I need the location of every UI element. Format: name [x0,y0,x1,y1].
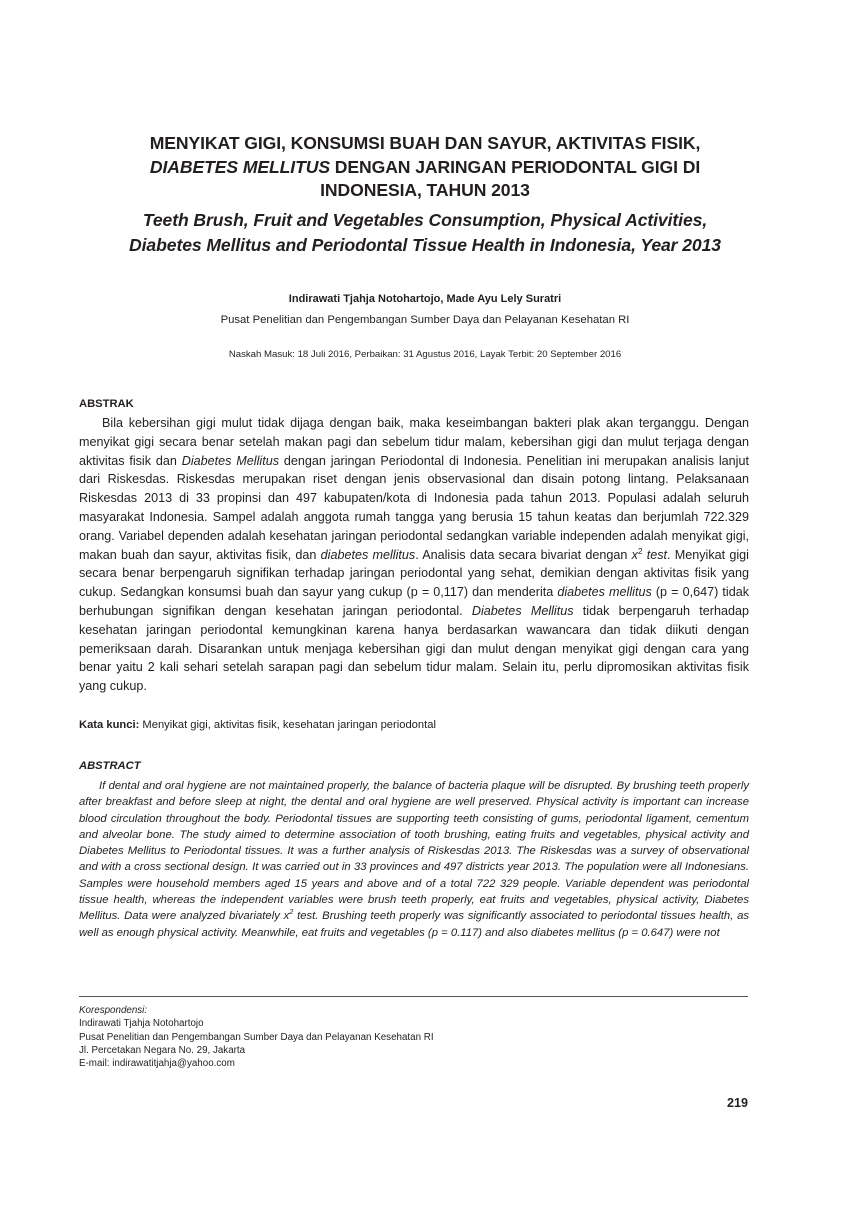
abstract-body [79,778,749,941]
abstrak-italic-term: Diabetes Mellitus [181,453,279,468]
abstrak-italic-term: diabetes mellitus [320,547,416,562]
submission-dates: Naskah Masuk: 18 Juli 2016, Perbaikan: 31 Agustus 2016, Layak Terbit: 20 September 2016 [228,349,622,360]
abstract-paragraph [79,778,749,941]
correspondence-email: E-mail: indirawatitjahja@yahoo.com [79,1058,235,1070]
abstrak-text: (p = 0,647) tidak berhubungan signifikan dengan kesehatan jaringan periodontal. [79,585,749,618]
keywords-label: Kata kunci: [79,719,140,731]
title-english [70,208,780,257]
correspondence-institution: Pusat Penelitian dan Pengembangan Sumber Daya dan Pelayanan Kesehatan RI [79,1031,434,1043]
abstract-text: If dental and oral hygiene are not maintained properly, the balance of bacteria plaque will be disrupted. By brushing teeth properly after breakfast and before sleep at night, the dental and oral hygiene are well preserved. Physical activity is important can increase blood circulation throughout the body. Periodontal tissues are supporting teeth consisting of gums, periodontal ligament, cementum and alveolar bone. The study aimed to determine association of tooth brushing, eating fruits and vegetables, physical activity and Diabetes Mellitus to Periodontal tissues. It was a further analysis of Riskesdas 2013. The Riskesdas was a survey of observational and with a cross sectional design. It was carried out in 33 provinces and 497 districts year 2013. The population were all Indonesians. Samples were household members aged 15 years and above and of a total 722 329 people. Variable dependent was periodontal tissue health, whereas the independent variables were brush teeth properly, eat fruits and vegetables, physical activity, Diabetes Mellitus. Data were analyzed bivariately x [79,780,749,923]
abstrak-text: . Analisis data secara bivariat dengan [415,547,632,562]
abstrak-body [79,414,749,696]
abstrak-heading: ABSTRAK [79,398,134,410]
keywords [79,719,436,731]
title-indonesian-line-2 [80,156,770,180]
title-italic-term: DIABETES MELLITUS [149,156,330,177]
keywords-value: Menyikat gigi, aktivitas fisik, kesehatan jaringan periodontal [139,719,436,731]
abstract-heading: ABSTRACT [79,760,141,772]
affiliation: Pusat Penelitian dan Pengembangan Sumber Daya dan Pelayanan Kesehatan RI [220,314,630,326]
correspondence-label: Korespondensi: [79,1005,148,1016]
title-indonesian [80,132,770,203]
title-indonesian-line-3: INDONESIA, TAHUN 2013 [320,180,530,200]
correspondence [79,1004,434,1070]
abstrak-italic-term: diabetes mellitus [557,585,652,600]
footnote-divider [79,996,748,997]
abstrak-text: tidak berpengaruh terhadap kesehatan jaringan periodontal kemungkinan karena hanya berdasarkan wawancara dan tidak diikuti dengan pemeriksaan darah. Disarankan untuk menjaga kebersihan gigi dan mulut dengan menyikat gigi dengan cara yang benar yaitu 2 kali sehari setelah sarapan pagi dan sebelum tidur malam. Selain itu, perlu dipromosikan aktivitas fisik yang cukup. [79,603,749,694]
title-english-line-1: Teeth Brush, Fruit and Vegetables Consumption, Physical Activities, [142,210,708,230]
authors: Indirawati Tjahja Notohartojo, Made Ayu Lely Suratri [288,293,562,305]
chi-symbol: x [631,547,638,562]
title-indonesian-line-1: MENYIKAT GIGI, KONSUMSI BUAH DAN SAYUR, AKTIVITAS FISIK, [149,133,701,153]
abstrak-italic-term: Diabetes Mellitus [471,603,574,618]
abstrak-text: dengan jaringan Periodontal di Indonesia. Penelitian ini merupakan analisis lanjut dari Riskesdas. Riskesdas merupakan riset dengan jenis observasional dan disain potong lintang. Pelaksanaan Riskesdas 2013 di 33 propinsi dan 497 kabupaten/kota di Indonesia pada tahun 2013. Populasi adalah seluruh masyarakat Indonesia. Sampel adalah anggota rumah tangga yang berusia 15 tahun keatas dan berjumlah 722.329 orang. Variabel dependen adalah kesehatan jaringan periodontal sedangkan variable independen adalah menyikat gigi, makan buah dan sayur, aktivitas fisik, dan [79,453,749,562]
abstract-text: test. Brushing teeth properly was significantly associated to periodontal tissues health, as well as enough physical activity. Meanwhile, eat fruits and vegetables (p = 0.117) and also diabetes mellitus (p = 0.647) were not [79,910,749,939]
correspondence-address: Jl. Percetakan Negara No. 29, Jakarta [79,1044,246,1056]
abstrak-italic-term: test [642,547,668,562]
abstrak-text: Bila kebersihan gigi mulut tidak dijaga dengan baik, maka keseimbangan bakteri plak akan terganggu. Dengan menyikat gigi secara benar setelah makan pagi dan sebelum tidur malam, kebersihan gigi dan mulut terjaga dengan aktivitas fisik dan [79,416,749,468]
title-indonesian-line-2-rest: DENGAN JARINGAN PERIODONTAL GIGI DI [329,156,701,177]
superscript: 2 [637,546,643,556]
correspondence-name: Indirawati Tjahja Notohartojo [79,1018,204,1030]
page-number: 219 [726,1096,748,1110]
abstrak-text: . Menyikat gigi secara benar berpengaruh signifikan terhadap jaringan periodontal yang sehat, demikian dengan aktivitas fisik yang cukup. Sedangkan konsumsi buah dan sayur yang cukup (p = 0,117) dan menderita [79,547,749,600]
superscript: 2 [289,907,294,917]
abstrak-paragraph [79,414,749,696]
title-english-line-2: Diabetes Mellitus and Periodontal Tissue Health in Indonesia, Year 2013 [129,234,721,255]
